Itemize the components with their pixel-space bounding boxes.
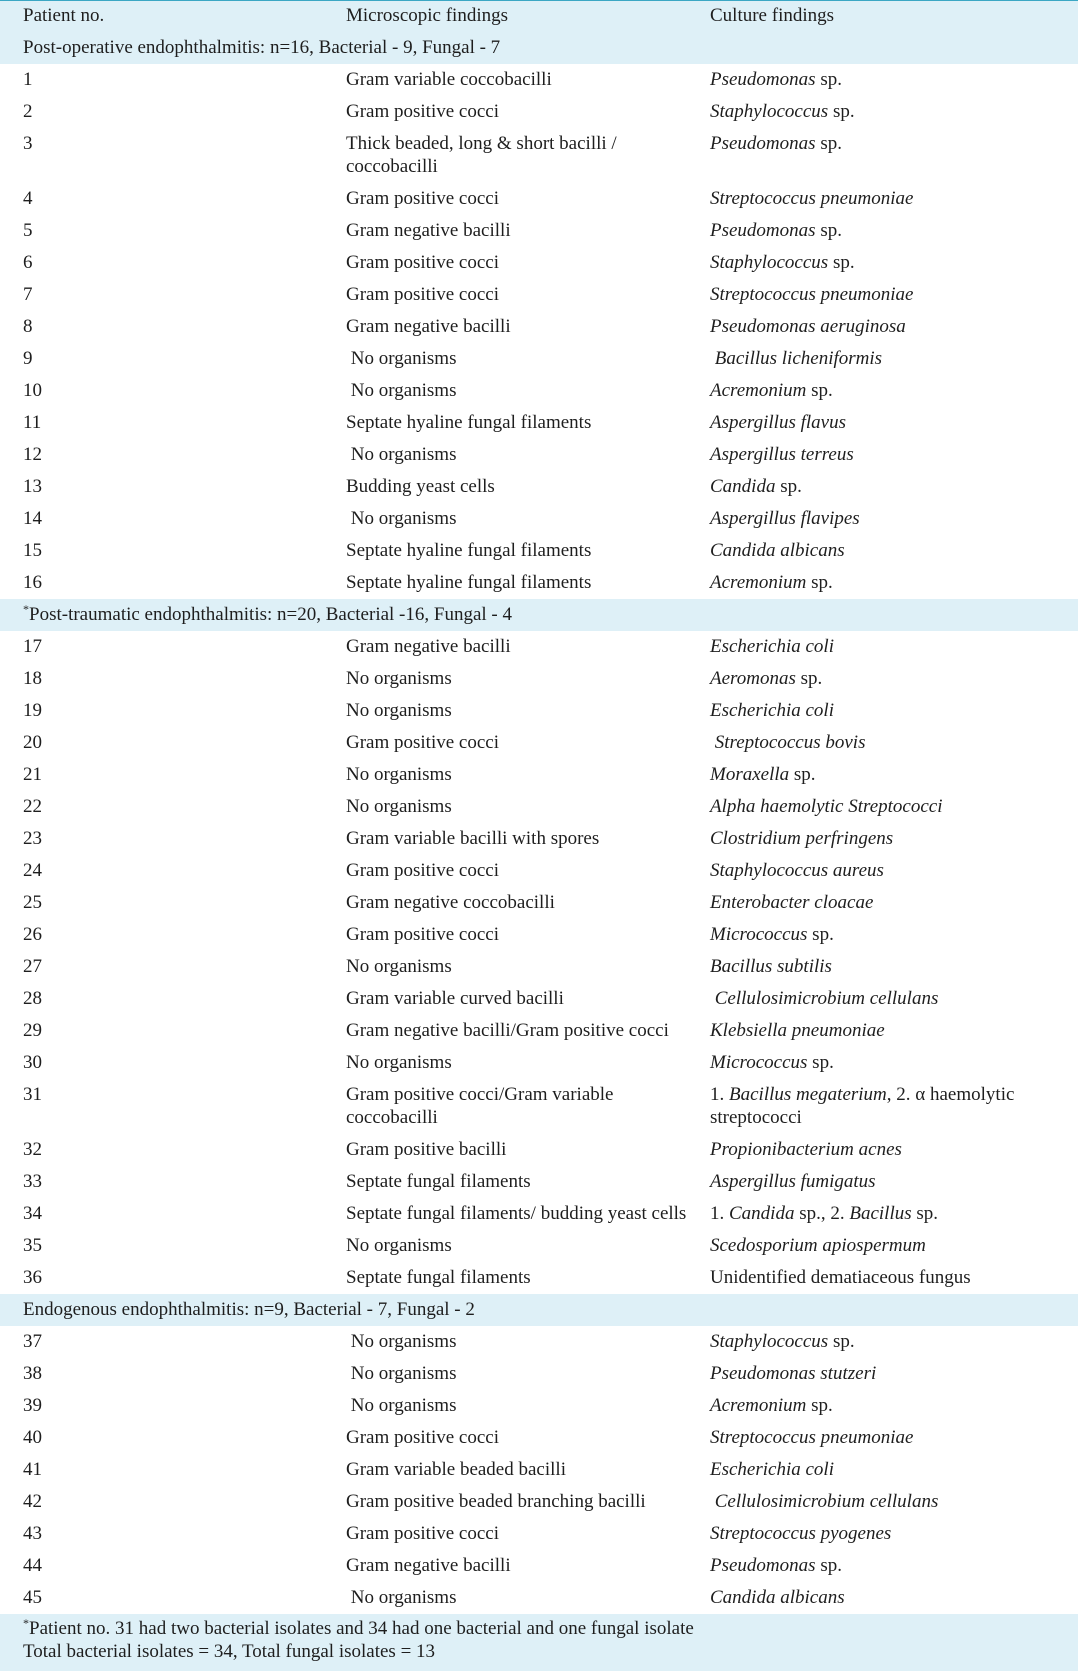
culture-text: sp. — [789, 764, 816, 785]
culture-text: sp. — [807, 924, 834, 945]
table-row — [0, 759, 1078, 791]
patient-no-cell: 37 — [23, 1331, 42, 1352]
organism-name: Bacillus subtilis — [710, 956, 832, 977]
column-header-patient-no: Patient no. — [23, 5, 105, 26]
table-row — [0, 1262, 1078, 1294]
culture-text: sp. — [806, 572, 833, 593]
culture-findings-cell — [710, 1390, 1078, 1422]
footnote — [23, 1617, 1055, 1640]
organism-name: Streptococcus pneumoniae — [710, 188, 914, 209]
culture-findings-cell — [710, 1550, 1078, 1582]
culture-findings-cell — [710, 983, 1078, 1015]
organism-name: Candida albicans — [710, 540, 845, 561]
table-row — [0, 727, 1078, 759]
patient-no-cell: 27 — [23, 956, 42, 977]
table-row — [0, 887, 1078, 919]
organism-name: Micrococcus — [710, 1052, 808, 1073]
culture-findings-cell — [710, 823, 1078, 855]
culture-findings-cell — [710, 567, 1078, 599]
table-row — [0, 1198, 1078, 1230]
patient-no-cell: 9 — [23, 348, 33, 369]
table-row — [0, 1486, 1078, 1518]
microscopic-findings-cell: No organisms — [346, 764, 452, 785]
patient-no-cell: 34 — [23, 1203, 42, 1224]
culture-findings-cell — [710, 695, 1078, 727]
organism-name: Aspergillus fumigatus — [710, 1171, 876, 1192]
table-row — [0, 695, 1078, 727]
microscopic-findings-cell: Gram positive beaded branching bacilli — [346, 1491, 646, 1512]
organism-name: Escherichia coli — [710, 636, 834, 657]
group-label-text: Post-traumatic endophthalmitis: n=20, Bacterial -16, Fungal - 4 — [29, 604, 512, 625]
culture-findings-cell — [710, 311, 1078, 343]
organism-name: Candida — [710, 476, 776, 497]
microscopic-findings-cell: Budding yeast cells — [346, 476, 495, 497]
organism-name: Acremonium — [710, 572, 807, 593]
patient-no-cell: 26 — [23, 924, 42, 945]
culture-findings-cell — [710, 96, 1078, 128]
column-header-culture-findings: Culture findings — [710, 5, 835, 26]
table-row — [0, 1454, 1078, 1486]
microscopic-findings-cell: Gram positive bacilli — [346, 1139, 507, 1160]
table-row — [0, 791, 1078, 823]
table-row — [0, 1518, 1078, 1550]
culture-findings-cell — [710, 887, 1078, 919]
microscopic-findings-cell: Gram positive cocci — [346, 284, 500, 305]
table-row — [0, 247, 1078, 279]
table-row — [0, 983, 1078, 1015]
footnote-text: Patient no. 31 had two bacterial isolates and 34 had one bacterial and one fungal isolate — [29, 1617, 694, 1639]
culture-findings-cell — [710, 1422, 1078, 1454]
organism-name: Pseudomonas — [710, 69, 816, 90]
organism-name: Acremonium — [710, 1395, 807, 1416]
table-row — [0, 663, 1078, 695]
group-label — [0, 32, 1078, 64]
microscopic-findings-cell: No organisms — [346, 1587, 457, 1608]
culture-findings-cell — [710, 951, 1078, 983]
footnote-marker: * — [23, 602, 29, 616]
patient-no-cell: 10 — [23, 380, 42, 401]
microscopic-findings-cell: Septate fungal filaments — [346, 1267, 531, 1288]
patient-no-cell: 4 — [23, 188, 33, 209]
table-row — [0, 1358, 1078, 1390]
patient-no-cell: 43 — [23, 1523, 42, 1544]
culture-findings-cell — [710, 1358, 1078, 1390]
patient-no-cell: 45 — [23, 1587, 42, 1608]
table-row — [0, 215, 1078, 247]
patient-no-cell: 14 — [23, 508, 42, 529]
table-row — [0, 471, 1078, 503]
patient-no-cell: 11 — [23, 412, 42, 433]
microscopic-findings-cell: No organisms — [346, 380, 457, 401]
culture-findings-cell — [710, 64, 1078, 96]
culture-findings-cell — [710, 375, 1078, 407]
totals-line: Total bacterial isolates = 34, Total fungal isolates = 13 — [23, 1640, 436, 1662]
patient-no-cell: 25 — [23, 892, 42, 913]
microscopic-findings-cell: No organisms — [346, 796, 452, 817]
table-row — [0, 439, 1078, 471]
culture-findings-cell — [710, 279, 1078, 311]
culture-text: sp. — [828, 1331, 855, 1352]
patient-no-cell: 33 — [23, 1171, 42, 1192]
culture-findings-cell — [710, 855, 1078, 887]
culture-text: 1. — [710, 1084, 729, 1105]
culture-findings-cell — [710, 1134, 1078, 1166]
table-row — [0, 919, 1078, 951]
microscopic-findings-cell: Thick beaded, long & short bacilli / coccobacilli — [346, 133, 622, 177]
microscopic-findings-cell: Gram negative bacilli — [346, 220, 511, 241]
patient-no-cell: 19 — [23, 700, 42, 721]
culture-findings-cell — [710, 407, 1078, 439]
culture-findings-cell — [710, 1047, 1078, 1079]
culture-text: sp. — [795, 668, 823, 689]
patient-no-cell: 36 — [23, 1267, 42, 1288]
table-row — [0, 535, 1078, 567]
microscopic-findings-cell: Gram variable curved bacilli — [346, 988, 564, 1009]
culture-findings-cell — [710, 1486, 1078, 1518]
table-row — [0, 1326, 1078, 1358]
footnote-marker: * — [23, 1615, 29, 1630]
patient-no-cell: 22 — [23, 796, 42, 817]
microscopic-findings-cell: No organisms — [346, 444, 457, 465]
patient-no-cell: 35 — [23, 1235, 42, 1256]
patient-no-cell: 32 — [23, 1139, 42, 1160]
patient-no-cell: 24 — [23, 860, 42, 881]
patient-no-cell: 6 — [23, 252, 33, 273]
patient-no-cell: 12 — [23, 444, 42, 465]
table-row — [0, 96, 1078, 128]
microscopic-findings-cell: Gram negative coccobacilli — [346, 892, 555, 913]
microscopic-findings-cell: No organisms — [346, 1052, 452, 1073]
microscopic-findings-cell: No organisms — [346, 956, 452, 977]
culture-findings-cell — [710, 215, 1078, 247]
group-header-row — [0, 32, 1078, 64]
table-row — [0, 1134, 1078, 1166]
table-row — [0, 279, 1078, 311]
culture-findings-cell — [710, 919, 1078, 951]
microscopic-findings-cell: Gram positive cocci — [346, 924, 500, 945]
organism-name: Bacillus — [849, 1203, 912, 1224]
table-row — [0, 128, 1078, 183]
table-row — [0, 1230, 1078, 1262]
organism-name: Staphylococcus — [710, 252, 829, 273]
organism-name: Enterobacter cloacae — [710, 892, 874, 913]
column-header-microscopic-findings: Microscopic findings — [346, 5, 509, 26]
culture-text: sp. — [806, 1395, 833, 1416]
culture-findings-cell — [710, 1230, 1078, 1262]
culture-findings-cell — [710, 183, 1078, 215]
culture-findings-cell — [710, 1582, 1078, 1614]
culture-findings-cell — [710, 1326, 1078, 1358]
patient-no-cell: 2 — [23, 101, 33, 122]
microscopic-findings-cell: Gram positive cocci — [346, 101, 500, 122]
culture-findings-cell — [710, 343, 1078, 375]
organism-name: Pseudomonas — [710, 220, 816, 241]
group-label — [0, 599, 1078, 631]
culture-text: sp. — [806, 380, 833, 401]
patient-no-cell: 18 — [23, 668, 42, 689]
table-row — [0, 503, 1078, 535]
organism-name: Alpha haemolytic Streptococci — [710, 796, 943, 817]
organism-name: Bacillus licheniformis — [710, 348, 883, 369]
table-row — [0, 343, 1078, 375]
culture-findings-cell — [710, 727, 1078, 759]
culture-text: sp., 2. — [794, 1203, 850, 1224]
microscopic-findings-cell: Septate hyaline fungal filaments — [346, 540, 592, 561]
culture-text: sp. — [815, 69, 842, 90]
table-row — [0, 1422, 1078, 1454]
organism-name: Aspergillus terreus — [710, 444, 854, 465]
microscopic-findings-cell: Gram positive cocci — [346, 1427, 500, 1448]
organism-name: Bacillus megaterium — [729, 1084, 887, 1105]
organism-name: Staphylococcus — [710, 1331, 829, 1352]
culture-findings-cell — [710, 1015, 1078, 1047]
organism-name: Streptococcus pyogenes — [710, 1523, 892, 1544]
table-row — [0, 407, 1078, 439]
patient-no-cell: 44 — [23, 1555, 42, 1576]
organism-name: Propionibacterium acnes — [710, 1139, 902, 1160]
organism-name: Micrococcus — [710, 924, 808, 945]
table-row — [0, 855, 1078, 887]
organism-name: Streptococcus pneumoniae — [710, 284, 914, 305]
table-row — [0, 375, 1078, 407]
microscopic-findings-cell: No organisms — [346, 508, 457, 529]
table-body — [0, 32, 1078, 1614]
patient-no-cell: 20 — [23, 732, 42, 753]
microscopic-findings-cell: Gram positive cocci — [346, 188, 500, 209]
organism-name: Candida albicans — [710, 1587, 845, 1608]
table-row — [0, 567, 1078, 599]
organism-name: Candida — [729, 1203, 795, 1224]
patient-no-cell: 8 — [23, 316, 33, 337]
organism-name: Pseudomonas aeruginosa — [710, 316, 906, 337]
culture-findings-cell — [710, 759, 1078, 791]
microscopic-findings-cell: Gram negative bacilli — [346, 636, 511, 657]
microscopic-findings-cell: Gram variable coccobacilli — [346, 69, 552, 90]
microscopic-findings-cell: Gram positive cocci — [346, 1523, 500, 1544]
microscopic-findings-cell: Gram negative bacilli/Gram positive cocci — [346, 1020, 669, 1041]
table-row — [0, 631, 1078, 663]
microscopic-findings-cell: Septate fungal filaments/ budding yeast cells — [346, 1203, 687, 1224]
group-label — [0, 1294, 1078, 1326]
culture-findings-cell — [710, 247, 1078, 279]
culture-findings-cell — [710, 1262, 1078, 1294]
microscopic-findings-cell: No organisms — [346, 1363, 457, 1384]
organism-name: Cellulosimicrobium cellulans — [710, 1491, 939, 1512]
microscopic-findings-cell: Septate fungal filaments — [346, 1171, 531, 1192]
organism-name: Klebsiella pneumoniae — [710, 1020, 885, 1041]
microscopic-findings-cell: Gram positive cocci/Gram variable coccobacilli — [346, 1084, 619, 1128]
microscopic-findings-cell: Gram positive cocci — [346, 860, 500, 881]
group-header-row — [0, 599, 1078, 631]
culture-findings-cell — [710, 471, 1078, 503]
culture-text: 1. — [710, 1203, 729, 1224]
patient-no-cell: 15 — [23, 540, 42, 561]
patient-no-cell: 21 — [23, 764, 42, 785]
patient-no-cell: 38 — [23, 1363, 42, 1384]
patient-no-cell: 40 — [23, 1427, 42, 1448]
patient-no-cell: 30 — [23, 1052, 42, 1073]
organism-name: Aspergillus flavipes — [710, 508, 860, 529]
patient-no-cell: 29 — [23, 1020, 42, 1041]
organism-name: Escherichia coli — [710, 700, 834, 721]
patient-no-cell: 23 — [23, 828, 42, 849]
patient-no-cell: 41 — [23, 1459, 42, 1480]
organism-name: Escherichia coli — [710, 1459, 834, 1480]
patient-no-cell: 39 — [23, 1395, 42, 1416]
table-row — [0, 1047, 1078, 1079]
microscopic-findings-cell: Gram variable beaded bacilli — [346, 1459, 566, 1480]
column-header-row — [0, 0, 1078, 32]
culture-text: Unidentified dematiaceous fungus — [710, 1267, 971, 1288]
patient-no-cell: 28 — [23, 988, 42, 1009]
culture-text: sp. — [911, 1203, 939, 1224]
table-footer — [0, 1614, 1078, 1671]
culture-findings-cell — [710, 503, 1078, 535]
table-row — [0, 1550, 1078, 1582]
organism-name: Acremonium — [710, 380, 807, 401]
culture-findings-cell — [710, 439, 1078, 471]
culture-text: sp. — [828, 101, 855, 122]
culture-findings-cell — [710, 663, 1078, 695]
table-row — [0, 823, 1078, 855]
table-row — [0, 1166, 1078, 1198]
patient-no-cell: 3 — [23, 133, 33, 154]
microscopic-findings-cell: Gram negative bacilli — [346, 316, 511, 337]
culture-findings-cell — [710, 128, 1078, 183]
culture-text: sp. — [828, 252, 855, 273]
culture-text: sp. — [807, 1052, 834, 1073]
group-header-row — [0, 1294, 1078, 1326]
microscopic-findings-cell: Septate hyaline fungal filaments — [346, 572, 592, 593]
organism-name: Streptococcus bovis — [710, 732, 866, 753]
culture-findings-cell — [710, 1454, 1078, 1486]
microscopic-findings-cell: No organisms — [346, 668, 452, 689]
patient-no-cell: 17 — [23, 636, 42, 657]
table-row — [0, 1582, 1078, 1614]
culture-text: sp. — [815, 220, 842, 241]
organism-name: Pseudomonas — [710, 1555, 816, 1576]
culture-text: , 2. α haemolytic streptococci — [710, 1084, 1020, 1128]
culture-text: sp. — [815, 133, 842, 154]
organism-name: Cellulosimicrobium cellulans — [710, 988, 939, 1009]
organism-name: Streptococcus pneumoniae — [710, 1427, 914, 1448]
microscopic-findings-cell: No organisms — [346, 1235, 452, 1256]
organism-name: Pseudomonas stutzeri — [710, 1363, 877, 1384]
group-label-text: Endogenous endophthalmitis: n=9, Bacterial - 7, Fungal - 2 — [23, 1299, 475, 1320]
culture-text: sp. — [815, 1555, 842, 1576]
organism-name: Pseudomonas — [710, 133, 816, 154]
culture-findings-cell — [710, 1518, 1078, 1550]
microscopic-findings-cell: Septate hyaline fungal filaments — [346, 412, 592, 433]
microscopic-findings-cell: Gram positive cocci — [346, 252, 500, 273]
microscopic-findings-cell: No organisms — [346, 700, 452, 721]
table-row — [0, 1079, 1078, 1134]
table-row — [0, 951, 1078, 983]
patient-no-cell: 16 — [23, 572, 42, 593]
organism-name: Aeromonas — [710, 668, 796, 689]
microscopic-findings-cell: No organisms — [346, 1395, 457, 1416]
patient-no-cell: 1 — [23, 69, 33, 90]
group-label-text: Post-operative endophthalmitis: n=16, Bacterial - 9, Fungal - 7 — [23, 37, 501, 58]
patient-no-cell: 5 — [23, 220, 33, 241]
table-row — [0, 311, 1078, 343]
organism-name: Scedosporium apiospermum — [710, 1235, 926, 1256]
culture-findings-cell — [710, 535, 1078, 567]
microscopic-findings-cell: No organisms — [346, 1331, 457, 1352]
microscopic-findings-cell: Gram positive cocci — [346, 732, 500, 753]
organism-name: Aspergillus flavus — [710, 412, 846, 433]
microscopic-findings-cell: Gram negative bacilli — [346, 1555, 511, 1576]
patient-no-cell: 13 — [23, 476, 42, 497]
table-row — [0, 64, 1078, 96]
organism-name: Staphylococcus aureus — [710, 860, 884, 881]
patient-no-cell: 42 — [23, 1491, 42, 1512]
table-row — [0, 183, 1078, 215]
patient-no-cell: 7 — [23, 284, 33, 305]
organism-name: Moraxella — [710, 764, 790, 785]
organism-name: Clostridium perfringens — [710, 828, 894, 849]
organism-name: Staphylococcus — [710, 101, 829, 122]
microscopic-findings-cell: No organisms — [346, 348, 457, 369]
table-row — [0, 1015, 1078, 1047]
culture-findings-cell — [710, 631, 1078, 663]
culture-text: sp. — [775, 476, 802, 497]
patient-no-cell: 31 — [23, 1084, 42, 1105]
culture-findings-cell — [710, 1166, 1078, 1198]
culture-findings-cell — [710, 1198, 1078, 1230]
microscopic-findings-cell: Gram variable bacilli with spores — [346, 828, 600, 849]
culture-findings-cell — [710, 1079, 1078, 1134]
table-row — [0, 1390, 1078, 1422]
culture-findings-cell — [710, 791, 1078, 823]
